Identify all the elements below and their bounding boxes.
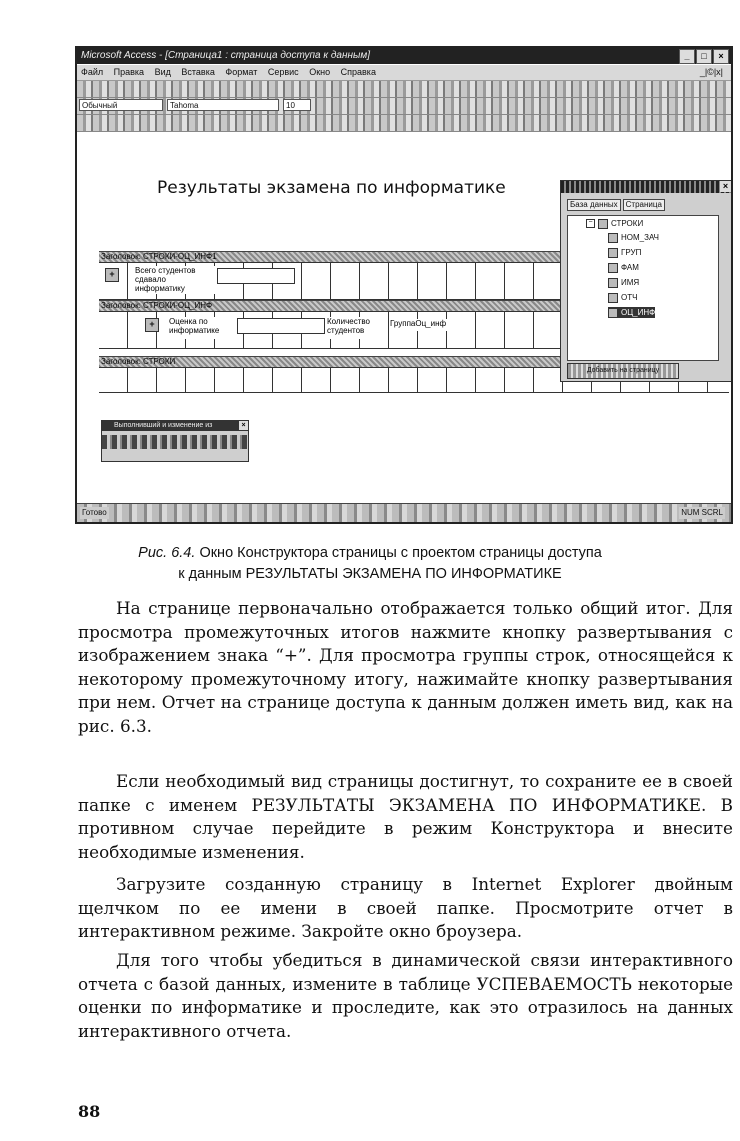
field-icon <box>608 308 618 318</box>
menu-view[interactable]: Вид <box>154 67 171 77</box>
tree-root[interactable] <box>586 218 643 229</box>
field-tree[interactable] <box>567 215 719 361</box>
collapse-icon[interactable]: − <box>586 219 595 228</box>
field-item[interactable] <box>608 292 637 303</box>
table-icon <box>598 219 608 229</box>
page-heading[interactable]: Результаты экзамена по информатике <box>157 178 506 198</box>
style-select[interactable]: Обычный <box>79 99 163 111</box>
field-list-panel[interactable] <box>560 180 733 382</box>
status-text: Готово <box>82 508 107 517</box>
close-icon[interactable]: × <box>239 421 248 430</box>
total-textbox[interactable] <box>217 268 295 284</box>
field-name: ГРУП <box>621 248 642 257</box>
minimize-button[interactable]: _ <box>679 49 695 64</box>
record-navigation-bar[interactable] <box>101 420 249 462</box>
menu-edit[interactable]: Правка <box>113 67 145 77</box>
font-select[interactable]: Tahoma <box>167 99 279 111</box>
font-size-select[interactable]: 10 <box>283 99 311 111</box>
field-icon <box>608 278 618 288</box>
field-item-selected[interactable] <box>608 307 655 318</box>
toolbox-toolbar[interactable] <box>77 115 731 132</box>
doc-window-controls[interactable]: _|©|x| <box>699 67 723 77</box>
group-label[interactable]: ГруппаОц_инф <box>390 319 470 331</box>
field-item[interactable] <box>608 262 639 273</box>
caption-text: Окно Конструктора страницы с проектом страницы доступа <box>199 545 602 561</box>
maximize-button[interactable]: □ <box>696 49 712 64</box>
field-item[interactable] <box>608 277 639 288</box>
body-paragraph: Если необходимый вид страницы достигнут, то сохраните ее в своей папке с именем РЕЗУЛЬТАТЫ ЭКЗАМЕНА ПО ИНФОРМАТИКЕ. В противном случае перейдите в режим Конструктора и внесите необходимые изменения. <box>78 771 733 862</box>
total-label[interactable]: Всего студентов сдавало информатику <box>135 266 215 294</box>
caption-line2: к данным РЕЗУЛЬТАТЫ ЭКЗАМЕНА ПО ИНФОРМАТИКЕ <box>178 566 562 582</box>
add-to-page-button[interactable]: Добавить на страницу <box>567 363 679 379</box>
caption-label: Рис. 6.4. <box>138 545 196 561</box>
grade-textbox[interactable] <box>237 318 325 334</box>
figure-caption <box>70 543 670 585</box>
body-paragraph: Загрузите созданную страницу в Internet Explorer двойным щелчком по ее имени в своей папке. Просмотрите отчет в интерактивном режиме. Закройте окно броузера. <box>78 874 733 941</box>
field-item[interactable] <box>608 232 659 243</box>
tree-root-label: СТРОКИ <box>611 219 644 228</box>
standard-toolbar[interactable] <box>77 81 731 98</box>
status-bar <box>77 503 731 522</box>
page-number: 88 <box>78 1102 101 1121</box>
grade-label[interactable]: Оценка по информатике <box>169 317 225 339</box>
tab-database[interactable]: База данных <box>567 199 621 211</box>
field-name: ОТЧ <box>621 293 638 302</box>
menu-insert[interactable]: Вставка <box>181 67 215 77</box>
menu-help[interactable]: Справка <box>340 67 376 77</box>
expand-icon[interactable]: + <box>145 318 159 332</box>
field-item[interactable] <box>608 247 641 258</box>
field-icon <box>608 293 618 303</box>
field-name: ОЦ_ИНФ <box>621 308 656 317</box>
window-titlebar <box>77 48 731 64</box>
close-button[interactable]: × <box>713 49 729 64</box>
menu-format[interactable]: Формат <box>225 67 258 77</box>
field-name: ИМЯ <box>621 278 640 287</box>
field-icon <box>608 248 618 258</box>
group1-header-band[interactable]: Заголовок: СТРОКИ-ОЦ_ИНФ1 <box>99 251 731 263</box>
menu-file[interactable]: Файл <box>81 67 104 77</box>
field-icon <box>608 233 618 243</box>
body-paragraph: На странице первоначально отображается только общий итог. Для просмотра промежуточных итогов нажмите кнопку развертывания с изображением знака “+”. Для просмотра группы строк, относящейся к некоторому промежуточному итогу, нажимайте кнопку развертывания при нем. Отчет на странице доступа к данным должен иметь вид, как на рис. 6.3. <box>78 598 733 736</box>
navigation-title: Выполнивший и изменение из <box>114 422 213 429</box>
expand-icon[interactable]: + <box>105 268 119 282</box>
close-icon[interactable]: × <box>720 181 731 192</box>
menu-tools[interactable]: Сервис <box>267 67 299 77</box>
status-indicators: NUM SCRL <box>681 508 723 517</box>
menu-window[interactable]: Окно <box>309 67 331 77</box>
navigation-buttons[interactable] <box>102 435 248 449</box>
field-list-titlebar <box>561 181 732 193</box>
menu-bar <box>77 65 731 81</box>
access-window-screenshot <box>75 46 733 524</box>
formatting-toolbar[interactable] <box>77 98 731 115</box>
window-title: Microsoft Access - [Страница1 : страница доступа к данным] <box>81 50 370 61</box>
field-name: НОМ_ЗАЧ <box>621 233 659 242</box>
detail-header-band[interactable]: Заголовок: СТРОКИ <box>99 356 731 368</box>
group2-header-band[interactable]: Заголовок: СТРОКИ-ОЦ_ИНФ <box>99 300 731 312</box>
field-list-tabs <box>567 199 665 211</box>
count-label[interactable]: Количество студентов <box>327 317 379 339</box>
tab-page[interactable]: Страница <box>623 199 665 211</box>
design-canvas <box>77 132 731 504</box>
field-icon <box>608 263 618 273</box>
field-name: ФАМ <box>621 263 639 272</box>
body-paragraph: Для того чтобы убедиться в динамической связи интерактивного отчета с базой данных, измените в таблице УСПЕВАЕМОСТЬ некоторые оценки по информатике и проследите, как это отразилось на данных интерактивного отчета. <box>78 950 733 1041</box>
